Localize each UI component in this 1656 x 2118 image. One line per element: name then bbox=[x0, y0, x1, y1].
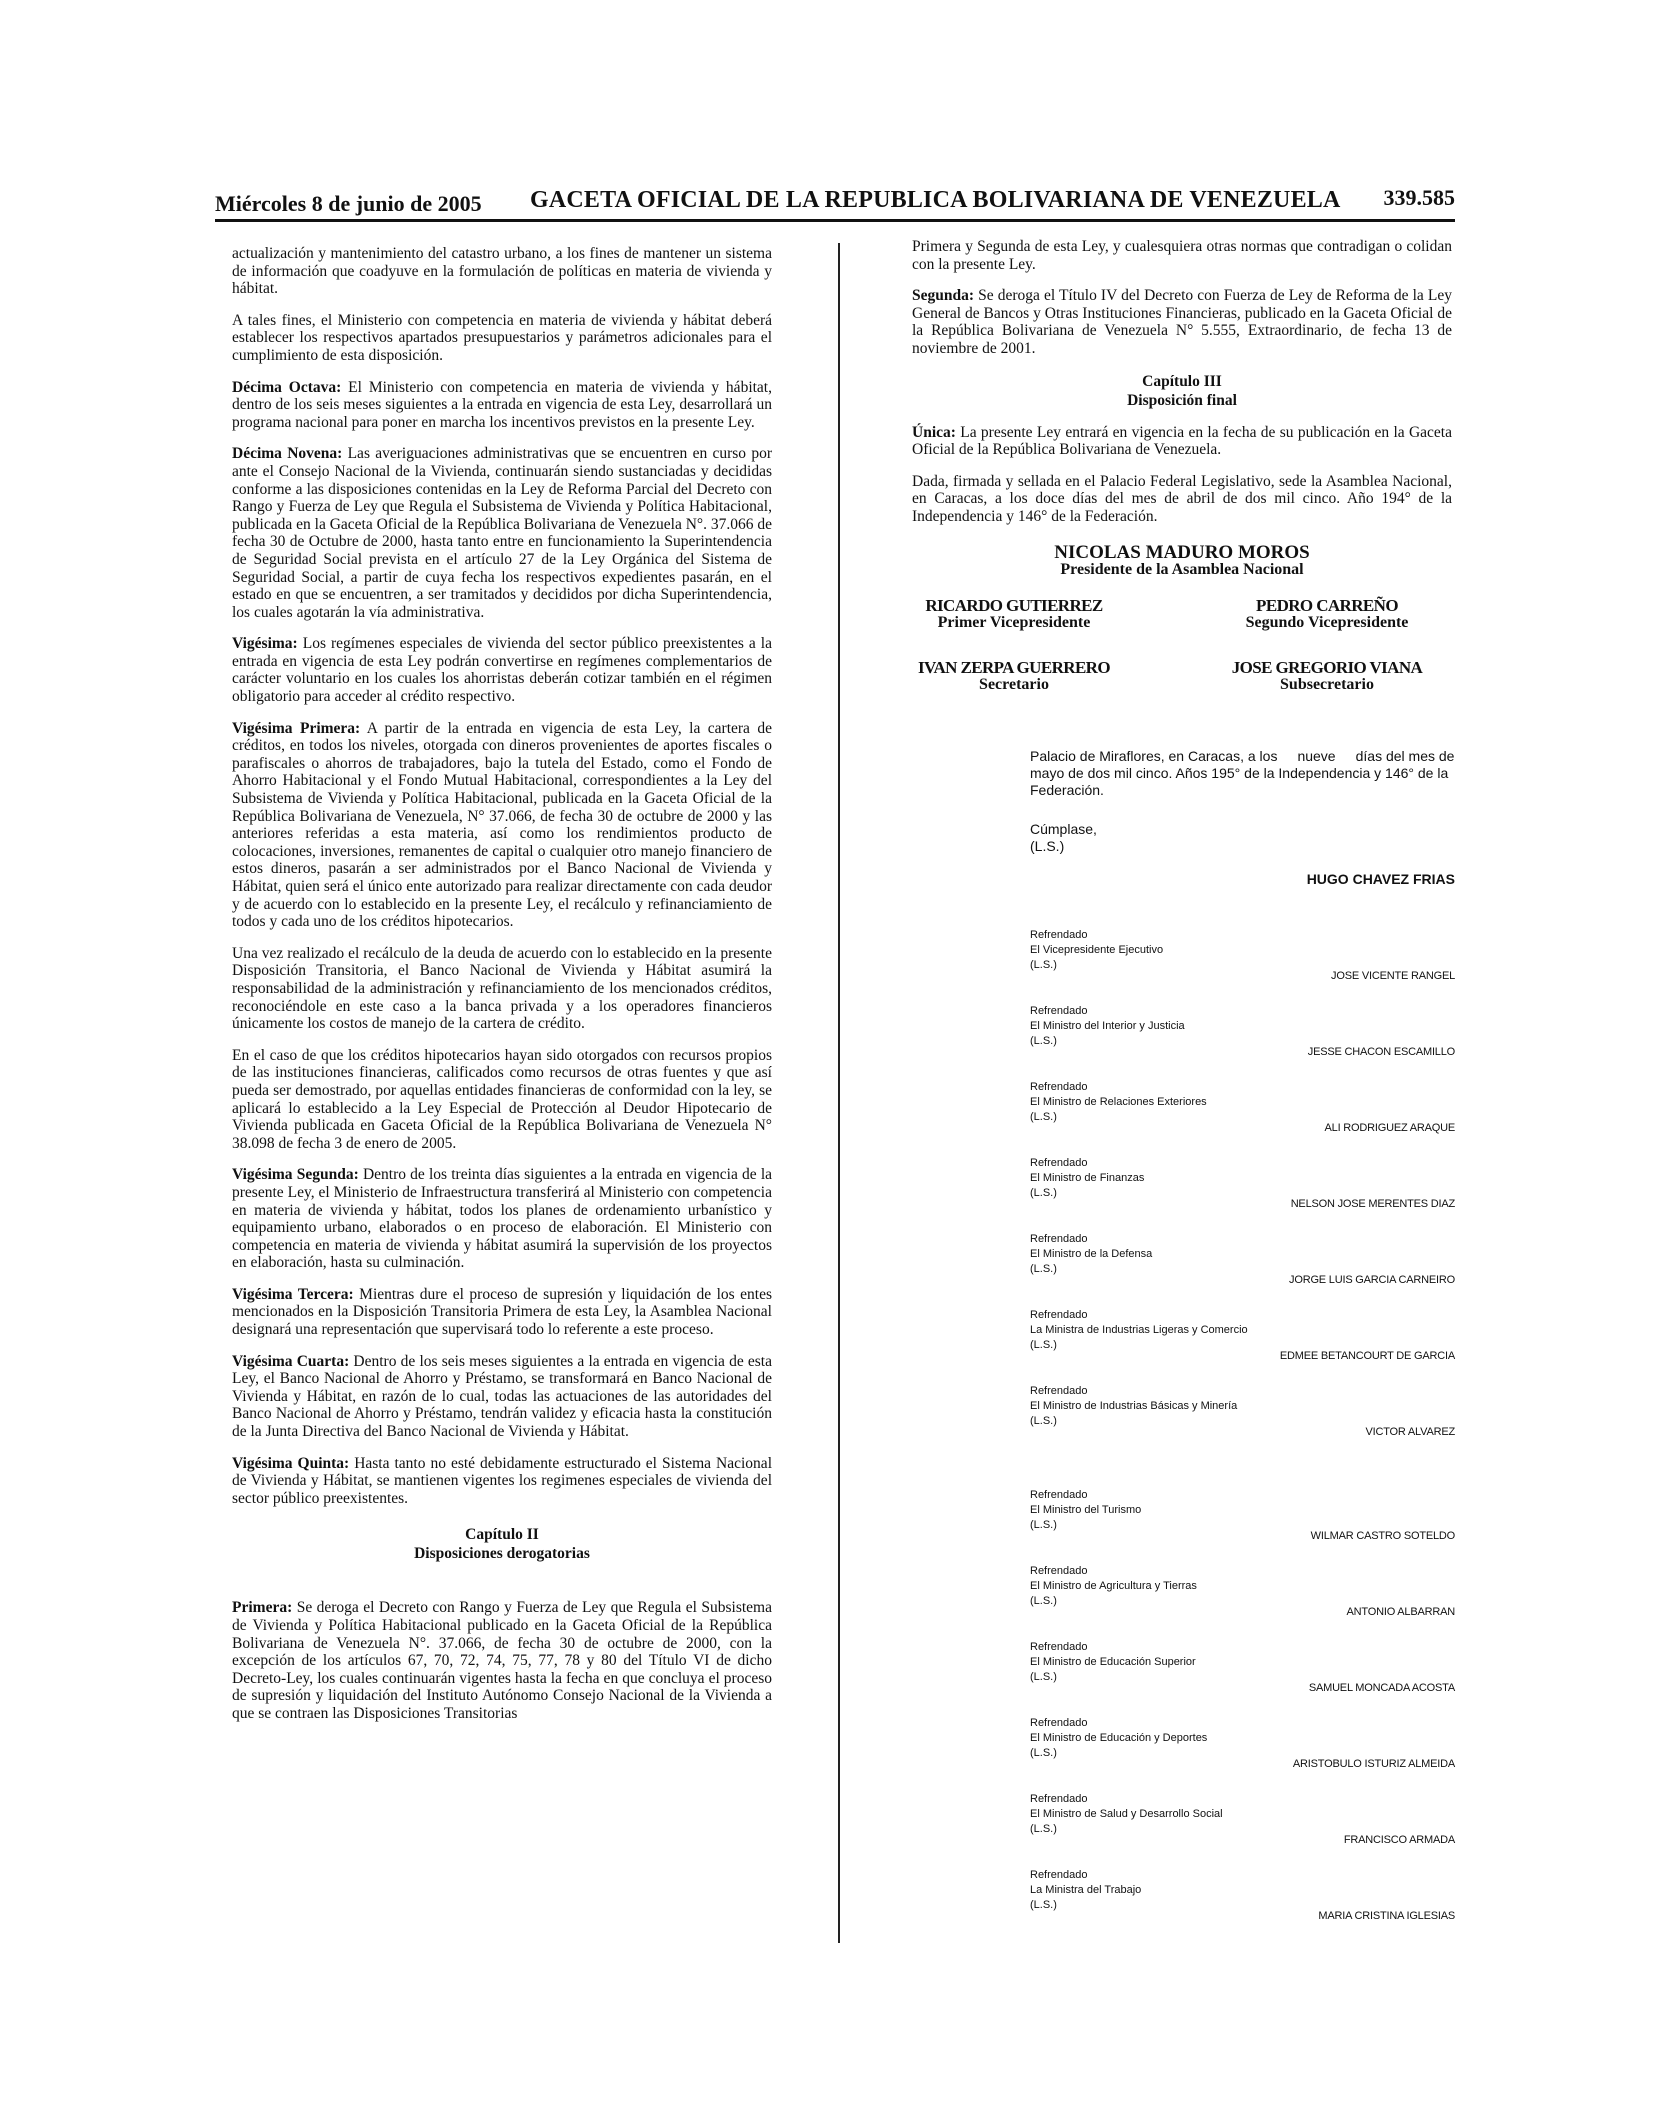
signatory-role: Segundo Vicepresidente bbox=[1245, 614, 1409, 632]
refrendo-block bbox=[1030, 1488, 1455, 1542]
minister-office: El Ministro del Turismo bbox=[1030, 1504, 1142, 1516]
minister-name: FRANCISCO ARMADA bbox=[1343, 1834, 1455, 1846]
article-text: Hasta tanto no esté debidamente estructurado el Sistema Nacional de Vivienda y Hábitat, se mantienen vigentes los regimenes especiales de vivienda del sector público preexistentes. bbox=[232, 1454, 772, 1507]
signature-secretary bbox=[884, 659, 1144, 694]
refrendado-label: Refrendado bbox=[1030, 1717, 1088, 1729]
minister-office: El Ministro de Agricultura y Tierras bbox=[1030, 1580, 1197, 1592]
article-text: Se deroga el Título IV del Decreto con Fuerza de Ley de Reforma de la Ley General de Bancos y Otras Instituciones Financieras, publicado en la Gaceta Oficial de la República Bolivariana de Venezuela N° 5.555, Extraordinario, de fecha 13 de noviembre de 2001. bbox=[912, 287, 1452, 357]
ls-seal-label: (L.S.) bbox=[1030, 1187, 1057, 1199]
minister-office: El Ministro de Educación y Deportes bbox=[1030, 1732, 1208, 1744]
minister-name: MARIA CRISTINA IGLESIAS bbox=[1318, 1910, 1455, 1922]
ls-seal-label: (L.S.) bbox=[1030, 1899, 1057, 1911]
signatory-role: Presidente de la Asamblea Nacional bbox=[1060, 561, 1304, 579]
minister-office: El Ministro de la Defensa bbox=[1030, 1248, 1153, 1260]
article-label: Vigésima Primera: bbox=[232, 719, 361, 737]
minister-name: WILMAR CASTRO SOTELDO bbox=[1310, 1530, 1455, 1542]
refrendo-block bbox=[1030, 928, 1455, 982]
minister-name: JORGE LUIS GARCIA CARNEIRO bbox=[1289, 1274, 1455, 1286]
minister-name: SAMUEL MONCADA ACOSTA bbox=[1308, 1682, 1455, 1694]
header-rule bbox=[215, 219, 1455, 222]
minister-name: ARISTOBULO ISTURIZ ALMEIDA bbox=[1292, 1758, 1455, 1770]
header-title: GACETA OFICIAL DE LA REPUBLICA BOLIVARIANA DE VENEZUELA bbox=[530, 187, 1341, 213]
refrendo-block bbox=[1030, 1564, 1455, 1618]
refrendado-label: Refrendado bbox=[1030, 1489, 1088, 1501]
refrendo-block bbox=[1030, 1308, 1455, 1362]
refrendo-block bbox=[1030, 1232, 1455, 1286]
paragraph: actualización y mantenimiento del catastro urbano, a los fines de mantener un sistema de información que coadyuve en la formulación de políticas en materia de vivienda y hábitat. bbox=[232, 245, 772, 298]
header-page-number: 339.585 bbox=[1383, 185, 1455, 210]
signature-second-vp bbox=[1192, 597, 1462, 632]
paragraph-vigesima bbox=[232, 635, 772, 705]
chapter-heading bbox=[912, 372, 1452, 410]
article-text: El Ministerio con competencia en materia de vivienda y hábitat, dentro de los seis meses siguientes a la entrada en vigencia de esta Ley, desarrollará un programa nacional para poner en marcha los incentivos previstos en la presente Ley. bbox=[232, 378, 772, 431]
article-label: Vigésima: bbox=[232, 635, 298, 653]
minister-office: El Vicepresidente Ejecutivo bbox=[1030, 944, 1164, 956]
signatory-name: JOSE GREGORIO VIANA bbox=[1231, 657, 1423, 677]
refrendado-label: Refrendado bbox=[1030, 1869, 1088, 1881]
ls-seal-label: (L.S.) bbox=[1030, 959, 1057, 971]
refrendo-block bbox=[1030, 1004, 1455, 1058]
ls-seal-label: (L.S.) bbox=[1030, 1339, 1057, 1351]
article-text: A partir de la entrada en vigencia de esta Ley, la cartera de créditos, en todos los niveles, otorgada con dineros provenientes de aportes fiscales o parafiscales o ahorros de trabajadores, bajo la tutela del Estado, como el Fondo de Ahorro Habitacional y el Fondo Mutual Habitacional, correspondientes a la Ley del Subsistema de Vivienda y Política Habitacional, publicada en la Gaceta Oficial de la República Bolivariana de Venezuela, N° 37.066, de fecha 30 de octubre de 2000 y las anteriores referidas a esta materia, así como los rendimientos producto de colocaciones, inversiones, remanentes de capital o cualquier otro manejo financiero de estos dineros, pasarán a ser administrados por el Banco Nacional de Vivienda y Hábitat, quien será el único ente autorizado para realizar directamente con cada deudor y de acuerdo con lo establecido en la presente Ley, el recálculo y refinanciamiento de todos y cada uno de los créditos hipotecarios. bbox=[232, 719, 772, 931]
minister-office: El Ministro del Interior y Justicia bbox=[1030, 1020, 1185, 1032]
article-text: Los regímenes especiales de vivienda del sector público preexistentes a la entrada en vigencia de esta Ley podrán convertirse en regímenes complementarios de carácter voluntario en los cuales los ahorristas deberán cotizar también en el régimen obligatorio para acceder al crédito respectivo. bbox=[232, 635, 772, 706]
minister-office: El Ministro de Educación Superior bbox=[1030, 1656, 1196, 1668]
palacio-text-b: días del mes de mayo de dos mil cinco. Años 195° de la Independencia y 146° de la Federación. bbox=[1030, 748, 1455, 798]
refrendado-label: Refrendado bbox=[1030, 1793, 1088, 1805]
article-label: Vigésima Cuarta: bbox=[232, 1352, 350, 1370]
signatory-name: NICOLAS MADURO MOROS bbox=[1054, 541, 1310, 563]
ls-seal-label: (L.S.) bbox=[1030, 1823, 1057, 1835]
refrendo-block bbox=[1030, 1868, 1455, 1922]
paragraph-unica bbox=[912, 424, 1452, 459]
minister-office: La Ministra de Industrias Ligeras y Comercio bbox=[1030, 1324, 1248, 1336]
refrendo-block bbox=[1030, 1792, 1455, 1846]
paragraph-segunda bbox=[912, 287, 1452, 357]
paragraph-vigesima-primera bbox=[232, 720, 772, 931]
minister-office: El Ministro de Finanzas bbox=[1030, 1172, 1145, 1184]
paragraph: En el caso de que los créditos hipotecarios hayan sido otorgados con recursos propios de las instituciones financieras, calificados como recursos de otras fuentes y que así pueda ser demostrado, por aquellas entidades financieras de conformidad con la ley, se aplicará lo establecido a la Ley Especial de Protección al Deudor Hipotecario de Vivienda publicada en Gaceta Oficial de la República Bolivariana de Venezuela N° 38.098 de fecha 3 de enero de 2005. bbox=[232, 1046, 772, 1152]
signatory-name: IVAN ZERPA GUERRERO bbox=[917, 657, 1110, 677]
chapter-title: Capítulo II bbox=[465, 1526, 539, 1544]
ls-seal-label: (L.S.) bbox=[1030, 1595, 1057, 1607]
chapter-subtitle: Disposición final bbox=[1127, 391, 1237, 409]
signature-first-vp bbox=[884, 597, 1144, 632]
article-label: Primera: bbox=[232, 1599, 293, 1617]
paragraph-primera bbox=[232, 1599, 772, 1722]
paragraph-decima-novena bbox=[232, 445, 772, 621]
paragraph-vigesima-cuarta bbox=[232, 1353, 772, 1441]
refrendo-block bbox=[1030, 1640, 1455, 1694]
paragraph-vigesima-segunda bbox=[232, 1166, 772, 1272]
minister-name: VICTOR ALVAREZ bbox=[1365, 1426, 1455, 1438]
signatory-role: Secretario bbox=[979, 676, 1049, 694]
header-date: Miércoles 8 de junio de 2005 bbox=[215, 191, 482, 216]
column-divider bbox=[838, 243, 840, 1943]
refrendo-block bbox=[1030, 1080, 1455, 1134]
left-column bbox=[232, 245, 772, 1737]
chapter-title: Capítulo III bbox=[1142, 372, 1222, 390]
minister-office: El Ministro de Industrias Básicas y Minería bbox=[1030, 1400, 1238, 1412]
signature-subsecretary bbox=[1192, 659, 1462, 694]
minister-name: JESSE CHACON ESCAMILLO bbox=[1307, 1046, 1455, 1058]
palacio-text bbox=[1030, 748, 1455, 799]
ls-seal-label: (L.S.) bbox=[1030, 1263, 1057, 1275]
chapter-heading bbox=[232, 1525, 772, 1563]
paragraph-vigesima-tercera bbox=[232, 1286, 772, 1339]
signature-row-secretaries bbox=[912, 659, 1452, 721]
refrendado-label: Refrendado bbox=[1030, 1385, 1088, 1397]
article-label: Décima Novena: bbox=[232, 445, 343, 463]
cumplase-label: Cúmplase, bbox=[1030, 821, 1097, 837]
signatory-name: RICARDO GUTIERREZ bbox=[925, 595, 1103, 615]
article-text: Las averiguaciones administrativas que se encuentren en curso por ante el Consejo Nacional de la Vivienda, continuarán siendo sustanciadas y decididas conforme a las disposiciones contenidas en la Ley de Reforma Parcial del Decreto con Rango y Fuerza de Ley que Regula el Subsistema de Vivienda y Política Habitacional, publicada en la Gaceta Oficial de la República Bolivariana de Venezuela N°. 37.066 de fecha 30 de Octubre de 2000, hasta tanto entre en funcionamiento la Superintendencia de Seguridad Social prevista en el artículo 27 de la Ley Orgánica del Sistema de Seguridad Social, a partir de cuya fecha los respectivos expedientes pasarán, en el estado en que se encuentren, a ser tramitados y decididos por dicha Superintendencia, los cuales agotarán la vía administrativa. bbox=[232, 445, 773, 621]
article-text: Dentro de los seis meses siguientes a la entrada en vigencia de esta Ley, el Banco Nacional de Ahorro y Préstamo, se transformará en Banco Nacional de Vivienda y Hábitat, en razón de lo cual, todas las actuaciones de las autoridades del Banco Nacional de Ahorro y Préstamo, tendrán validez y eficacia hasta la constitución de la Junta Directiva del Banco Nacional de Vivienda y Hábitat. bbox=[232, 1352, 772, 1441]
ls-seal-label: (L.S.) bbox=[1030, 1671, 1057, 1683]
article-label: Única: bbox=[912, 423, 956, 441]
article-text: Dentro de los treinta días siguientes a la entrada en vigencia de la presente Ley, el Ministerio de Infraestructura transferirá al Ministerio con competencia en materia de vivienda y hábitat, todos los planes de ordenamiento urbanístico y equipamiento urbano, elaborados o en proceso de elaboración. El Ministerio con competencia en materia de vivienda y hábitat asumirá la supervisión de los proyectos en elaboración, hasta su culminación. bbox=[232, 1166, 773, 1272]
refrendado-label: Refrendado bbox=[1030, 1233, 1088, 1245]
refrendado-label: Refrendado bbox=[1030, 1309, 1088, 1321]
article-text: Mientras dure el proceso de supresión y liquidación de los entes mencionados en la Disposición Transitoria Primera de esta Ley, la Asamblea Nacional designará una representación que supervisará todo lo referente a este proceso. bbox=[232, 1285, 772, 1339]
refrendado-label: Refrendado bbox=[1030, 1641, 1088, 1653]
page-header bbox=[215, 183, 1455, 223]
refrendo-block bbox=[1030, 1716, 1455, 1770]
signatory-role: Subsecretario bbox=[1280, 676, 1374, 694]
ls-seal-label: (L.S.) bbox=[1030, 1747, 1057, 1759]
chapter-subtitle: Disposiciones derogatorias bbox=[414, 1545, 590, 1563]
president-name: HUGO CHAVEZ FRIAS bbox=[1306, 871, 1455, 887]
palacio-day: nueve bbox=[1297, 748, 1336, 764]
refrendado-label: Refrendado bbox=[1030, 1081, 1088, 1093]
paragraph: Una vez realizado el recálculo de la deuda de acuerdo con lo establecido en la presente Disposición Transitoria, el Banco Nacional de Vivienda y Hábitat asumirá la responsabilidad de la administración y refinanciamiento de los mencionados créditos, reconociéndole en este caso a la banca privada y a los operadores financieros únicamente los costos de manejo de la cartera de crédito. bbox=[232, 944, 772, 1033]
minister-office: El Ministro de Relaciones Exteriores bbox=[1030, 1096, 1207, 1108]
article-label: Décima Octava: bbox=[232, 378, 342, 396]
signatory-role: Primer Vicepresidente bbox=[937, 614, 1091, 632]
minister-name: ANTONIO ALBARRAN bbox=[1346, 1606, 1455, 1618]
palacio-text-a: Palacio de Miraflores, en Caracas, a los bbox=[1030, 748, 1278, 764]
ls-seal-label: (L.S.) bbox=[1030, 1035, 1057, 1047]
article-label: Segunda: bbox=[912, 287, 975, 305]
ls-seal-label: (L.S.) bbox=[1030, 1519, 1057, 1531]
minister-office: La Ministra del Trabajo bbox=[1030, 1884, 1142, 1896]
minister-office: El Ministro de Salud y Desarrollo Social bbox=[1030, 1808, 1223, 1820]
article-label: Vigésima Quinta: bbox=[232, 1454, 350, 1472]
paragraph-vigesima-quinta bbox=[232, 1455, 772, 1508]
executive-promulgation bbox=[1030, 748, 1455, 888]
minister-name: ALI RODRIGUEZ ARAQUE bbox=[1324, 1122, 1455, 1134]
paragraph: A tales fines, el Ministerio con competencia en materia de vivienda y hábitat deberá establecer los respectivos apartados presupuestarios y parámetros adicionales para el cumplimiento de esta disposición. bbox=[232, 311, 772, 364]
article-label: Vigésima Tercera: bbox=[232, 1285, 354, 1303]
signature-row-vicepresidents bbox=[912, 597, 1452, 659]
minister-name: EDMEE BETANCOURT DE GARCIA bbox=[1279, 1350, 1455, 1362]
refrendado-label: Refrendado bbox=[1030, 929, 1088, 941]
ls-seal-label: (L.S.) bbox=[1030, 838, 1065, 854]
paragraph-decima-octava bbox=[232, 379, 772, 432]
refrendado-label: Refrendado bbox=[1030, 1157, 1088, 1169]
paragraph: Primera y Segunda de esta Ley, y cualesquiera otras normas que contradigan o colidan con la presente Ley. bbox=[912, 238, 1452, 273]
minister-name: NELSON JOSE MERENTES DIAZ bbox=[1290, 1198, 1455, 1210]
refrendo-block bbox=[1030, 1156, 1455, 1210]
paragraph-dada: Dada, firmada y sellada en el Palacio Federal Legislativo, sede la Asamblea Nacional, en Caracas, a los doce días del mes de abril de dos mil cinco. Año 194° de la Independencia y 146° de la Federación. bbox=[912, 472, 1452, 525]
minister-name: JOSE VICENTE RANGEL bbox=[1331, 970, 1455, 982]
signatory-name: PEDRO CARREÑO bbox=[1256, 595, 1398, 615]
signature-president-assembly bbox=[912, 541, 1452, 579]
refrendado-label: Refrendado bbox=[1030, 1005, 1088, 1017]
ls-seal-label: (L.S.) bbox=[1030, 1111, 1057, 1123]
refrendado-label: Refrendado bbox=[1030, 1565, 1088, 1577]
refrendo-block bbox=[1030, 1384, 1455, 1438]
article-label: Vigésima Segunda: bbox=[232, 1166, 359, 1184]
ls-seal-label: (L.S.) bbox=[1030, 1415, 1057, 1427]
article-text: La presente Ley entrará en vigencia en la fecha de su publicación en la Gaceta Oficial de la República Bolivariana de Venezuela. bbox=[912, 423, 1452, 459]
article-text: Se deroga el Decreto con Rango y Fuerza de Ley que Regula el Subsistema de Vivienda y Política Habitacional publicado en la Gaceta Oficial de la República Bolivariana de Venezuela N°. 37.066, de fecha 30 de octubre de 2000, con la excepción de los artículos 67, 70, 72, 74, 75, 77, 78 y 80 del Título VI de dicho Decreto-Ley, los cuales continuarán vigentes hasta la fecha en que concluya el proceso de supresión y liquidación del Instituto Autónomo Consejo Nacional de la Vivienda a que se contraen las Disposiciones Transitorias bbox=[232, 1599, 772, 1722]
right-column bbox=[912, 238, 1452, 721]
